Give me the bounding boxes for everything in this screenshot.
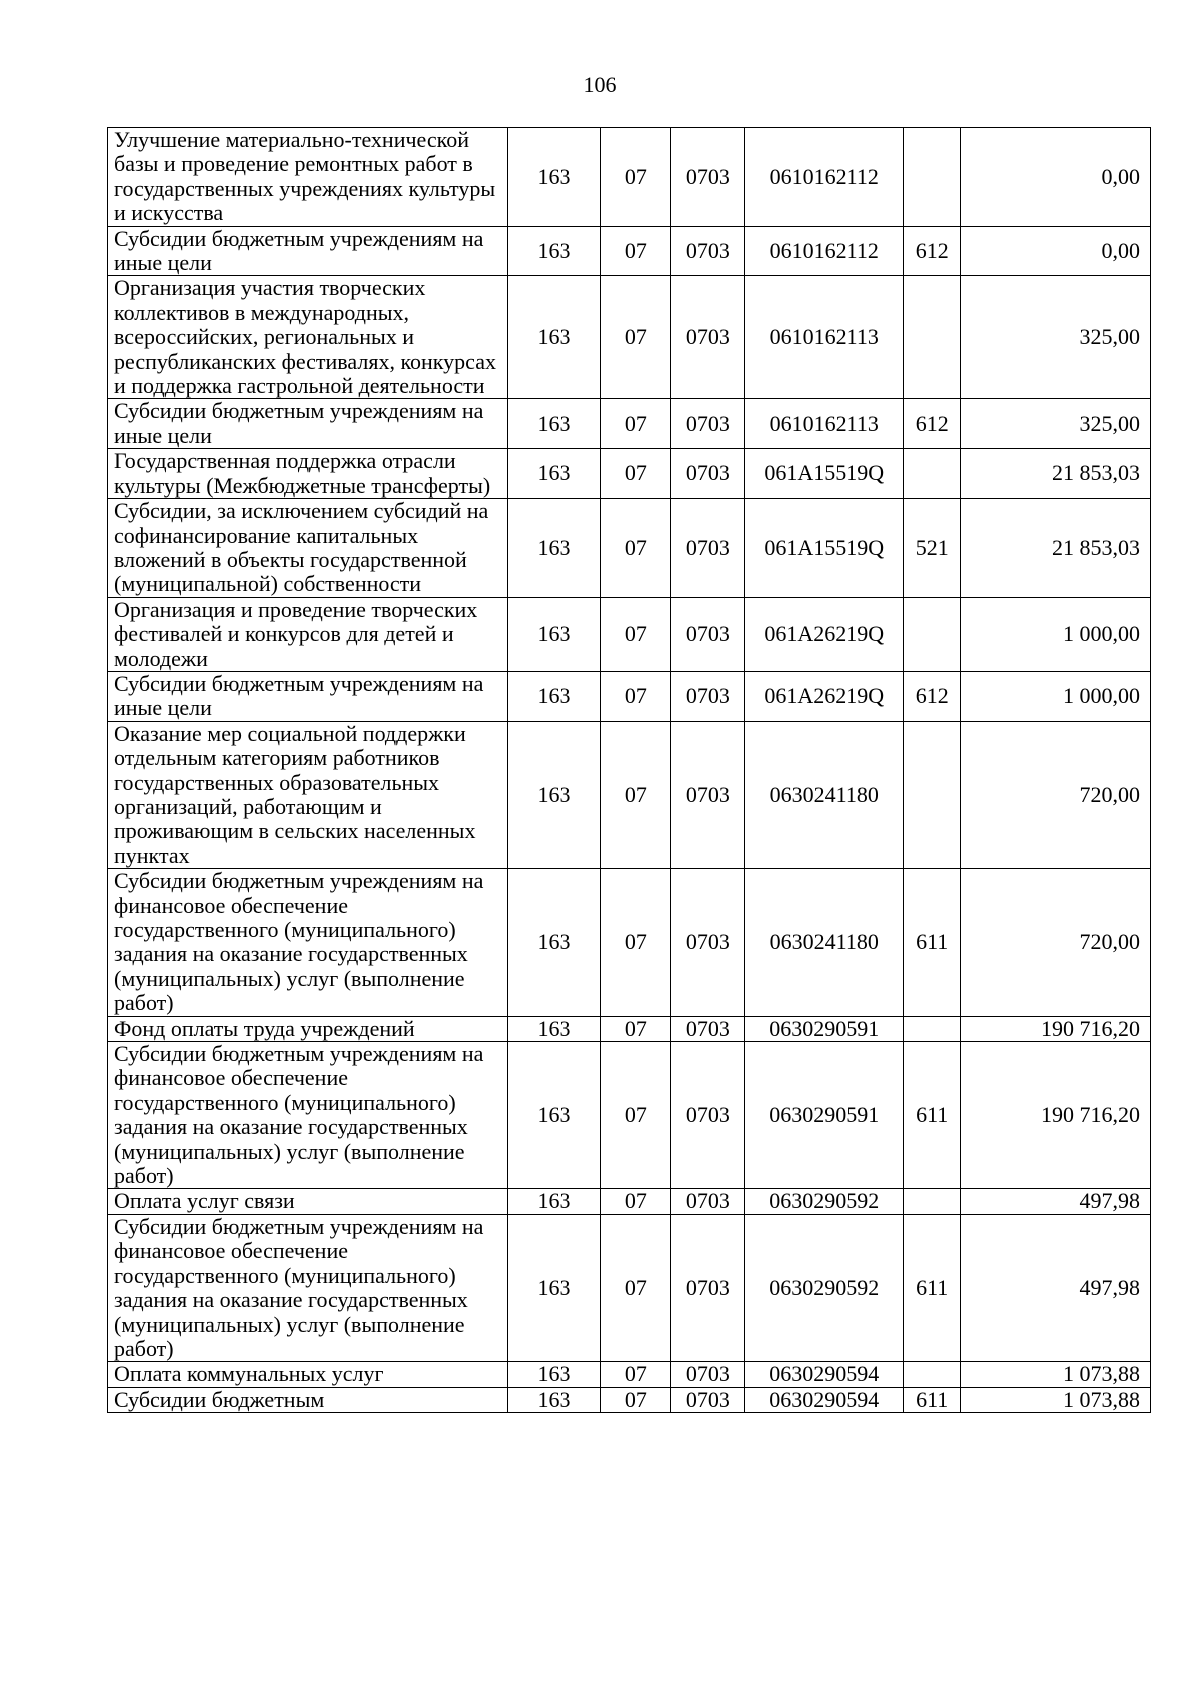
ministry-code: 163 bbox=[507, 597, 601, 671]
target-article-code: 0630290592 bbox=[745, 1189, 904, 1214]
ministry-code: 163 bbox=[507, 499, 601, 598]
table-row bbox=[108, 399, 1151, 449]
subsection-code: 0703 bbox=[671, 671, 745, 721]
amount: 720,00 bbox=[961, 869, 1151, 1016]
section-code: 07 bbox=[601, 1042, 671, 1189]
page-number: 106 bbox=[583, 72, 617, 97]
expense-type-code bbox=[904, 1189, 961, 1214]
section-code: 07 bbox=[601, 1214, 671, 1361]
section-code: 07 bbox=[601, 1016, 671, 1041]
subsection-code: 0703 bbox=[671, 721, 745, 868]
table-row bbox=[108, 1362, 1151, 1387]
subsection-code: 0703 bbox=[671, 597, 745, 671]
target-article-code: 0630290591 bbox=[745, 1016, 904, 1041]
section-code: 07 bbox=[601, 449, 671, 499]
expense-type-code bbox=[904, 128, 961, 227]
section-code: 07 bbox=[601, 1387, 671, 1412]
amount: 325,00 bbox=[961, 276, 1151, 399]
amount: 21 853,03 bbox=[961, 449, 1151, 499]
amount: 1 073,88 bbox=[961, 1362, 1151, 1387]
target-article-code: 0630241180 bbox=[745, 869, 904, 1016]
table-row bbox=[108, 226, 1151, 276]
row-name: Субсидии бюджетным учреждениям на финансовое обеспечение государственного (муниципального) задания на оказание государственных (муниципальных) услуг (выполнение работ) bbox=[108, 869, 508, 1016]
expense-type-code bbox=[904, 449, 961, 499]
ministry-code: 163 bbox=[507, 276, 601, 399]
table-row bbox=[108, 869, 1151, 1016]
target-article-code: 061A15519Q bbox=[745, 499, 904, 598]
ministry-code: 163 bbox=[507, 869, 601, 1016]
subsection-code: 0703 bbox=[671, 1362, 745, 1387]
expense-type-code: 611 bbox=[904, 1214, 961, 1361]
section-code: 07 bbox=[601, 1362, 671, 1387]
ministry-code: 163 bbox=[507, 399, 601, 449]
amount: 1 000,00 bbox=[961, 597, 1151, 671]
section-code: 07 bbox=[601, 128, 671, 227]
target-article-code: 0630290592 bbox=[745, 1214, 904, 1361]
table-row bbox=[108, 1016, 1151, 1041]
target-article-code: 0630290591 bbox=[745, 1042, 904, 1189]
target-article-code: 061A26219Q bbox=[745, 597, 904, 671]
expense-type-code bbox=[904, 721, 961, 868]
target-article-code: 061A26219Q bbox=[745, 671, 904, 721]
ministry-code: 163 bbox=[507, 721, 601, 868]
amount: 1 073,88 bbox=[961, 1387, 1151, 1412]
target-article-code: 0610162113 bbox=[745, 399, 904, 449]
target-article-code: 0610162112 bbox=[745, 128, 904, 227]
ministry-code: 163 bbox=[507, 671, 601, 721]
expense-type-code bbox=[904, 1016, 961, 1041]
table-row bbox=[108, 671, 1151, 721]
ministry-code: 163 bbox=[507, 1042, 601, 1189]
expense-type-code: 612 bbox=[904, 226, 961, 276]
section-code: 07 bbox=[601, 399, 671, 449]
row-name: Субсидии бюджетным учреждениям на финансовое обеспечение государственного (муниципального) задания на оказание государственных (муниципальных) услуг (выполнение работ) bbox=[108, 1214, 508, 1361]
table-row bbox=[108, 1189, 1151, 1214]
row-name: Субсидии бюджетным учреждениям на иные цели bbox=[108, 671, 508, 721]
row-name: Субсидии, за исключением субсидий на софинансирование капитальных вложений в объекты государственной (муниципальной) собственности bbox=[108, 499, 508, 598]
row-name: Организация участия творческих коллективов в международных, всероссийских, региональных и республиканских фестивалях, конкурсах и поддержка гастрольной деятельности bbox=[108, 276, 508, 399]
amount: 190 716,20 bbox=[961, 1042, 1151, 1189]
subsection-code: 0703 bbox=[671, 128, 745, 227]
expense-type-code: 611 bbox=[904, 869, 961, 1016]
expense-type-code bbox=[904, 597, 961, 671]
target-article-code: 0610162113 bbox=[745, 276, 904, 399]
row-name: Организация и проведение творческих фестивалей и конкурсов для детей и молодежи bbox=[108, 597, 508, 671]
expense-type-code bbox=[904, 276, 961, 399]
target-article-code: 0630290594 bbox=[745, 1387, 904, 1412]
expense-type-code bbox=[904, 1362, 961, 1387]
row-name: Улучшение материально-технической базы и проведение ремонтных работ в государственных учреждениях культуры и искусства bbox=[108, 128, 508, 227]
expense-type-code: 521 bbox=[904, 499, 961, 598]
row-name: Субсидии бюджетным учреждениям на финансовое обеспечение государственного (муниципального) задания на оказание государственных (муниципальных) услуг (выполнение работ) bbox=[108, 1042, 508, 1189]
budget-table bbox=[107, 127, 1151, 1413]
expense-type-code: 611 bbox=[904, 1387, 961, 1412]
row-name: Субсидии бюджетным bbox=[108, 1387, 508, 1412]
table-row bbox=[108, 597, 1151, 671]
amount: 325,00 bbox=[961, 399, 1151, 449]
row-name: Государственная поддержка отрасли культуры (Межбюджетные трансферты) bbox=[108, 449, 508, 499]
ministry-code: 163 bbox=[507, 1387, 601, 1412]
ministry-code: 163 bbox=[507, 1189, 601, 1214]
table-row bbox=[108, 1042, 1151, 1189]
subsection-code: 0703 bbox=[671, 276, 745, 399]
expense-type-code: 612 bbox=[904, 671, 961, 721]
subsection-code: 0703 bbox=[671, 399, 745, 449]
amount: 190 716,20 bbox=[961, 1016, 1151, 1041]
subsection-code: 0703 bbox=[671, 1387, 745, 1412]
section-code: 07 bbox=[601, 869, 671, 1016]
section-code: 07 bbox=[601, 226, 671, 276]
row-name: Фонд оплаты труда учреждений bbox=[108, 1016, 508, 1041]
ministry-code: 163 bbox=[507, 1016, 601, 1041]
row-name: Оплата коммунальных услуг bbox=[108, 1362, 508, 1387]
subsection-code: 0703 bbox=[671, 449, 745, 499]
table-row bbox=[108, 721, 1151, 868]
table-row bbox=[108, 1214, 1151, 1361]
amount: 0,00 bbox=[961, 226, 1151, 276]
ministry-code: 163 bbox=[507, 1362, 601, 1387]
row-name: Субсидии бюджетным учреждениям на иные цели bbox=[108, 399, 508, 449]
row-name: Оплата услуг связи bbox=[108, 1189, 508, 1214]
amount: 497,98 bbox=[961, 1214, 1151, 1361]
subsection-code: 0703 bbox=[671, 499, 745, 598]
subsection-code: 0703 bbox=[671, 226, 745, 276]
target-article-code: 0630290594 bbox=[745, 1362, 904, 1387]
table-row bbox=[108, 499, 1151, 598]
amount: 720,00 bbox=[961, 721, 1151, 868]
table-row bbox=[108, 1387, 1151, 1412]
ministry-code: 163 bbox=[507, 449, 601, 499]
subsection-code: 0703 bbox=[671, 1016, 745, 1041]
target-article-code: 061A15519Q bbox=[745, 449, 904, 499]
amount: 497,98 bbox=[961, 1189, 1151, 1214]
subsection-code: 0703 bbox=[671, 1189, 745, 1214]
table-row bbox=[108, 276, 1151, 399]
ministry-code: 163 bbox=[507, 1214, 601, 1361]
subsection-code: 0703 bbox=[671, 1214, 745, 1361]
target-article-code: 0610162112 bbox=[745, 226, 904, 276]
ministry-code: 163 bbox=[507, 128, 601, 227]
target-article-code: 0630241180 bbox=[745, 721, 904, 868]
expense-type-code: 611 bbox=[904, 1042, 961, 1189]
row-name: Субсидии бюджетным учреждениям на иные цели bbox=[108, 226, 508, 276]
row-name: Оказание мер социальной поддержки отдельным категориям работников государственных образовательных организаций, работающим и проживающим в сельских населенных пунктах bbox=[108, 721, 508, 868]
subsection-code: 0703 bbox=[671, 1042, 745, 1189]
section-code: 07 bbox=[601, 1189, 671, 1214]
expense-type-code: 612 bbox=[904, 399, 961, 449]
table-row bbox=[108, 128, 1151, 227]
section-code: 07 bbox=[601, 499, 671, 598]
section-code: 07 bbox=[601, 597, 671, 671]
subsection-code: 0703 bbox=[671, 869, 745, 1016]
amount: 21 853,03 bbox=[961, 499, 1151, 598]
section-code: 07 bbox=[601, 671, 671, 721]
section-code: 07 bbox=[601, 721, 671, 868]
section-code: 07 bbox=[601, 276, 671, 399]
table-row bbox=[108, 449, 1151, 499]
ministry-code: 163 bbox=[507, 226, 601, 276]
amount: 0,00 bbox=[961, 128, 1151, 227]
amount: 1 000,00 bbox=[961, 671, 1151, 721]
